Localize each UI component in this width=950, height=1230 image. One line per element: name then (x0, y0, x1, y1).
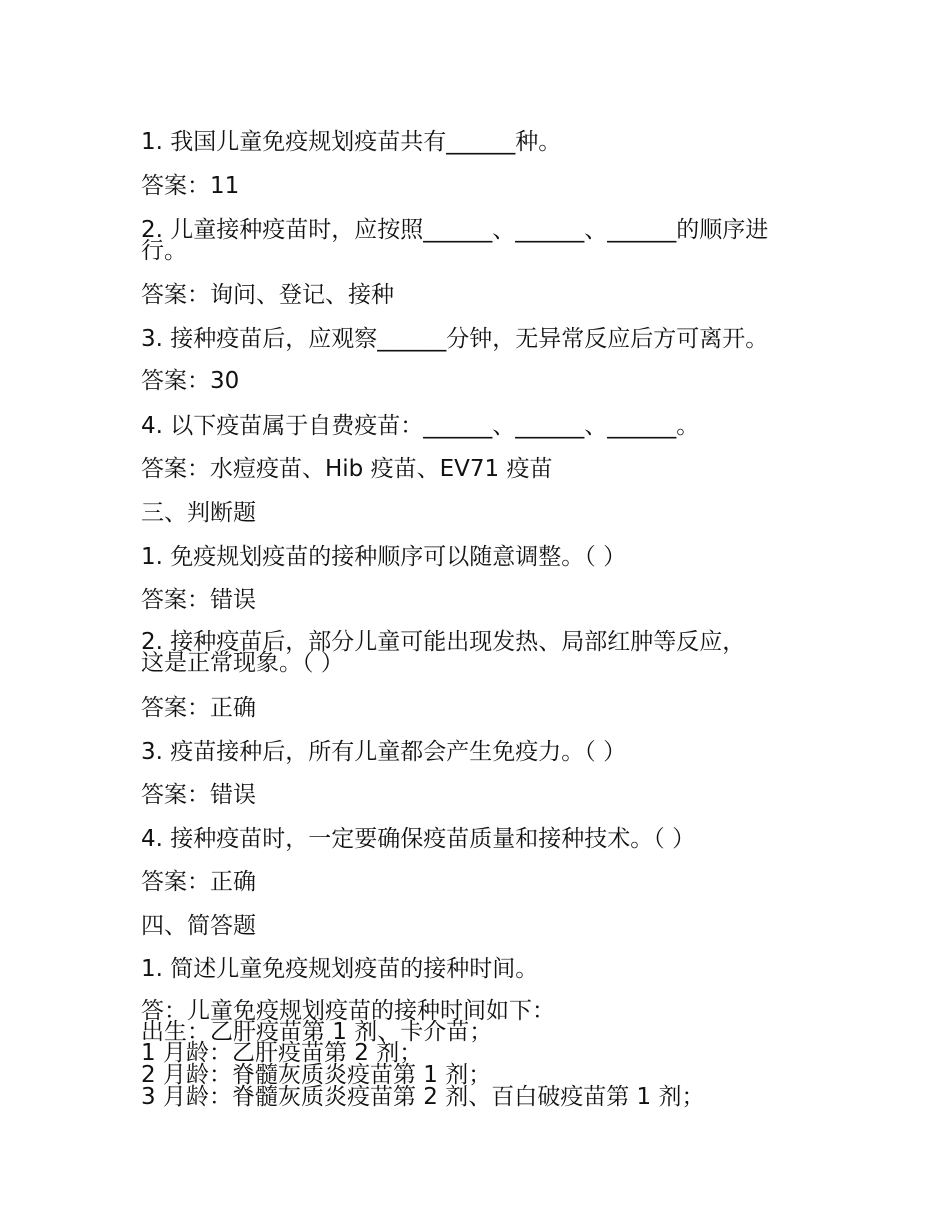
fill-answer-1: 答案：11 (141, 173, 240, 199)
tf-answer-2: 答案：正确 (141, 695, 256, 721)
fill-question-2-line-2: 行。 (141, 238, 187, 264)
tf-answer-1: 答案：错误 (141, 587, 256, 613)
section-heading-short-answer: 四、简答题 (141, 913, 256, 939)
short-answer-line-5: 3 月龄：脊髓灰质炎疫苗第 2 剂、百白破疫苗第 1 剂； (141, 1084, 705, 1110)
tf-question-3: 3. 疫苗接种后，所有儿童都会产生免疫力。（ ） (141, 739, 627, 765)
tf-question-2-line-1: 2. 接种疫苗后，部分儿童可能出现发热、局部红肿等反应， (141, 629, 746, 655)
fill-answer-2: 答案：询问、登记、接种 (141, 282, 394, 308)
tf-answer-4: 答案：正确 (141, 869, 256, 895)
section-heading-true-false: 三、判断题 (141, 500, 256, 526)
short-answer-line-3: 1 月龄：乙肝疫苗第 2 剂； (141, 1040, 423, 1066)
fill-question-4: 4. 以下疫苗属于自费疫苗：______、______、______。 (141, 413, 700, 439)
tf-question-1: 1. 免疫规划疫苗的接种顺序可以随意调整。（ ） (141, 544, 627, 570)
fill-question-1: 1. 我国儿童免疫规划疫苗共有______种。 (141, 129, 562, 155)
tf-question-4: 4. 接种疫苗时，一定要确保疫苗质量和接种技术。（ ） (141, 826, 696, 852)
tf-question-2-line-2: 这是正常现象。（ ） (141, 650, 344, 676)
short-answer-line-4: 2 月龄：脊髓灰质炎疫苗第 1 剂； (141, 1062, 492, 1088)
fill-answer-3: 答案：30 (141, 368, 240, 394)
tf-answer-3: 答案：错误 (141, 782, 256, 808)
short-answer-line-2: 出生：乙肝疫苗第 1 剂、卡介苗； (141, 1019, 493, 1045)
short-answer-line-1: 答：儿童免疫规划疫苗的接种时间如下： (141, 998, 555, 1024)
short-answer-question-1: 1. 简述儿童免疫规划疫苗的接种时间。 (141, 956, 539, 982)
fill-question-2-line-1: 2. 儿童接种疫苗时，应按照______、______、______的顺序进 (141, 217, 769, 243)
fill-question-3: 3. 接种疫苗后，应观察______分钟，无异常反应后方可离开。 (141, 326, 769, 352)
fill-answer-4: 答案：水痘疫苗、Hib 疫苗、EV71 疫苗 (141, 456, 553, 482)
